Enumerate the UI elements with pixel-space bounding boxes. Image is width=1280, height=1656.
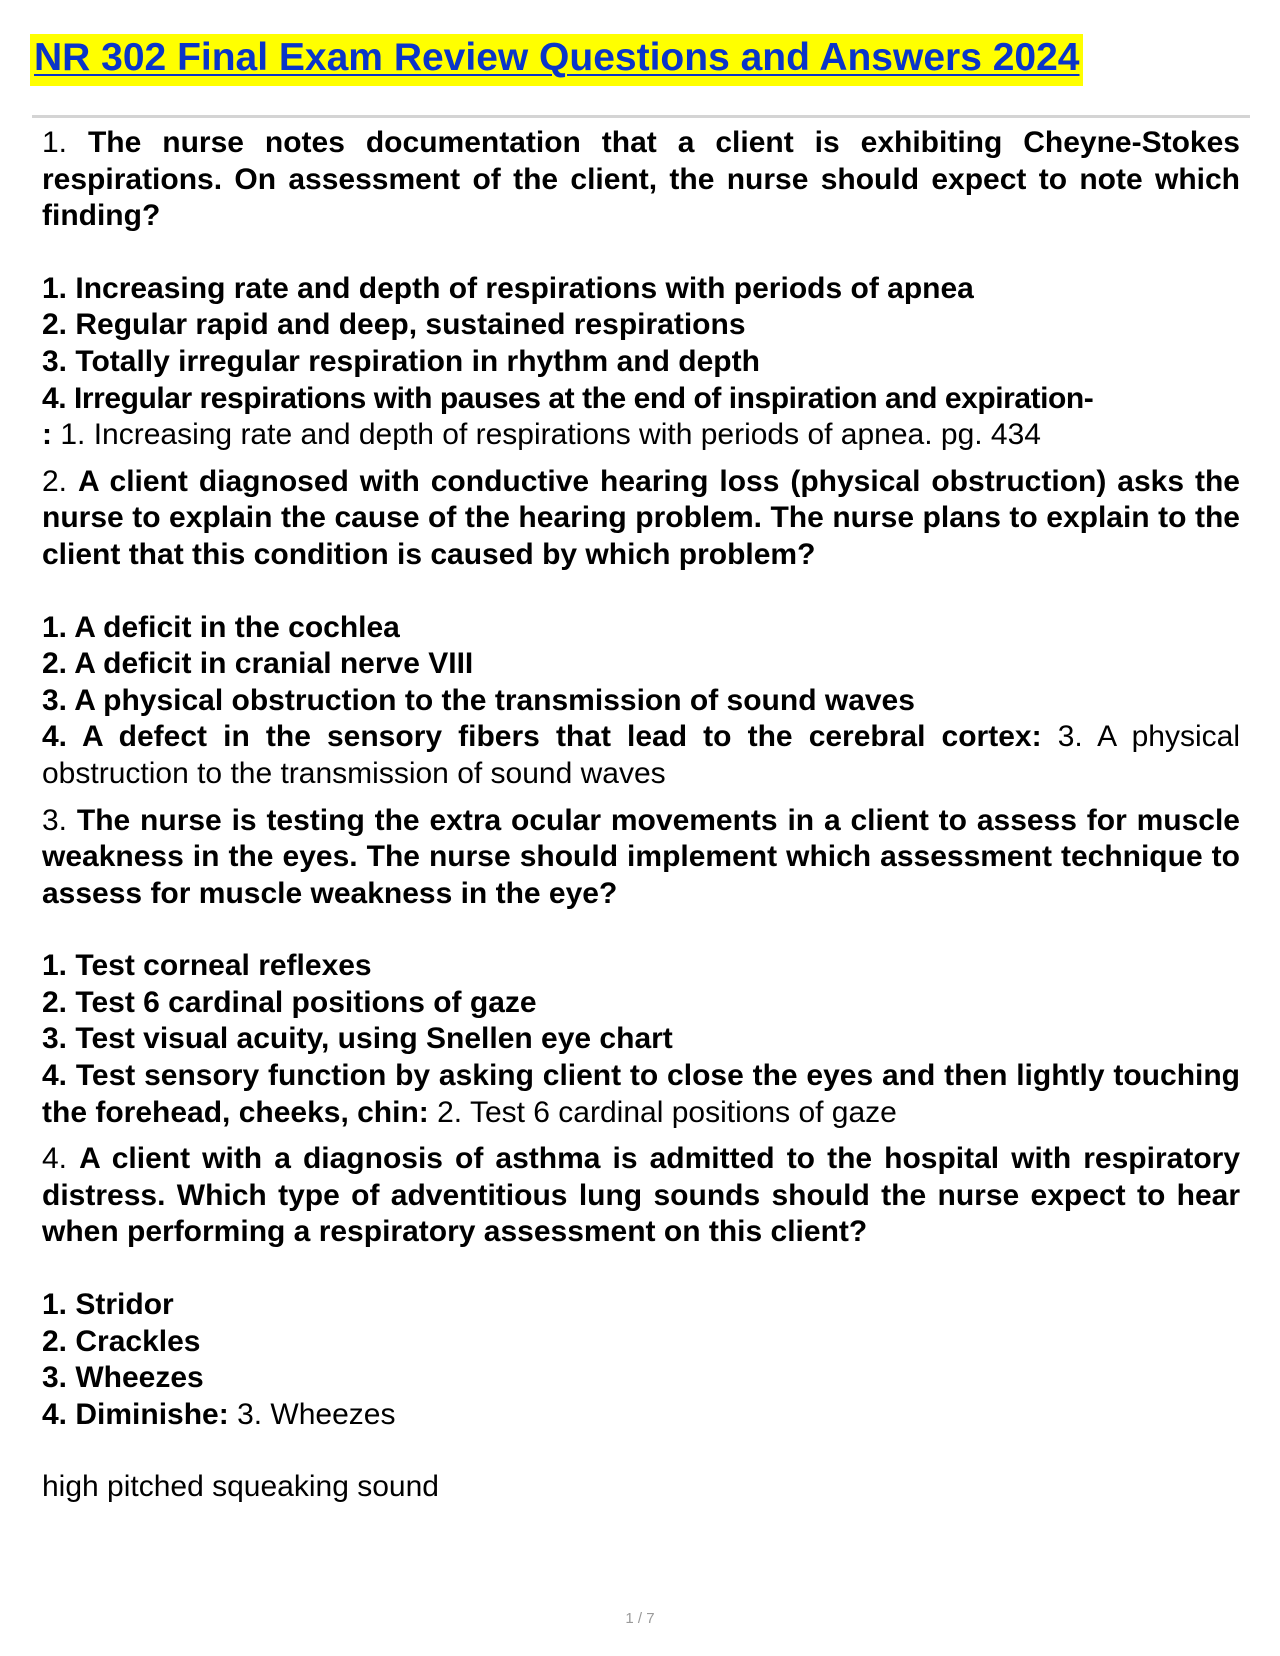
question-block-3: [42, 803, 1240, 1132]
option: 4. Irregular respirations with pauses at the end of inspiration and expiration-: [42, 381, 1094, 415]
title-divider: [32, 115, 1250, 118]
answer-text: 3. Wheezes: [237, 1397, 396, 1431]
option: 2. Crackles: [42, 1324, 201, 1358]
last-option-with-answer: [42, 1397, 1240, 1434]
question-3-text: [42, 803, 1240, 913]
option: 2. Regular rapid and deep, sustained respirations: [42, 308, 746, 342]
answer-text: 3. A physical obstruction to the transmission of sound waves: [42, 720, 1240, 790]
option: 4. Diminishe:: [42, 1397, 229, 1431]
answer-note: high pitched squeaking sound: [42, 1470, 439, 1504]
option: 3. Test visual acuity, using Snellen eye chart: [42, 1022, 673, 1056]
option: 1. Test corneal reflexes: [42, 949, 372, 983]
question-block-2: [42, 464, 1240, 793]
question-block-4: [42, 1141, 1240, 1506]
page-indicator: 1 / 7: [625, 1610, 655, 1627]
option: 3. A physical obstruction to the transmission of sound waves: [42, 683, 915, 717]
answer-text: 2. Test 6 cardinal positions of gaze: [437, 1095, 897, 1129]
last-option-with-answer: [42, 1058, 1240, 1131]
question-stem: The nurse is testing the extra ocular movements in a client to assess for muscle weakness in the eyes. The nurse should implement which assessment technique to assess for muscle weakness in the eye?: [42, 803, 1240, 910]
question-2-text: [42, 464, 1240, 574]
question-number: 1.: [42, 126, 68, 159]
option: 2. A deficit in cranial nerve VIII: [42, 647, 474, 681]
answer-text: 1. Increasing rate and depth of respirations with periods of apnea. pg. 434: [60, 418, 1041, 452]
option: 4. Test sensory function by asking client to close the eyes and then lightly touching the forehead, cheeks, chin:: [42, 1059, 1240, 1129]
question-block-1: [42, 125, 1240, 454]
question-stem: A client diagnosed with conductive hearing loss (physical obstruction) asks the nurse to explain the cause of the hearing problem. The nurse plans to explain to the client that this condition is caused by which problem?: [42, 464, 1240, 571]
question-number: 3.: [42, 803, 68, 837]
question-number: 2.: [42, 464, 68, 498]
question-4-text: [42, 1141, 1240, 1251]
question-number: 4.: [42, 1142, 68, 1176]
option: 3. Totally irregular respiration in rhythm and depth: [42, 344, 760, 378]
option: 3. Wheezes: [42, 1361, 204, 1395]
question-1-text: [42, 125, 1240, 235]
option: 1. Increasing rate and depth of respirations with periods of apnea: [42, 271, 974, 305]
question-stem: The nurse notes documentation that a client is exhibiting Cheyne-Stokes respirations. On assessment of the client, the nurse should expect to note which finding?: [42, 126, 1240, 233]
option: 2. Test 6 cardinal positions of gaze: [42, 985, 537, 1019]
question-stem: A client with a diagnosis of asthma is admitted to the hospital with respiratory distress. Which type of adventitious lung sounds should the nurse expect to hear when performing a respiratory assessment on this client?: [42, 1142, 1241, 1249]
answer-prefix: :: [42, 418, 52, 452]
answer-line: [42, 417, 1240, 454]
option: 1. Stridor: [42, 1288, 174, 1322]
option: 4. A defect in the sensory fibers that lead to the cerebral cortex:: [42, 720, 1042, 754]
document-title: NR 302 Final Exam Review Questions and Answers 2024: [30, 34, 1083, 86]
option: 1. A deficit in the cochlea: [42, 610, 400, 644]
title-container: [30, 34, 1083, 86]
last-option-with-answer: [42, 719, 1240, 792]
document-body: [42, 125, 1240, 1516]
